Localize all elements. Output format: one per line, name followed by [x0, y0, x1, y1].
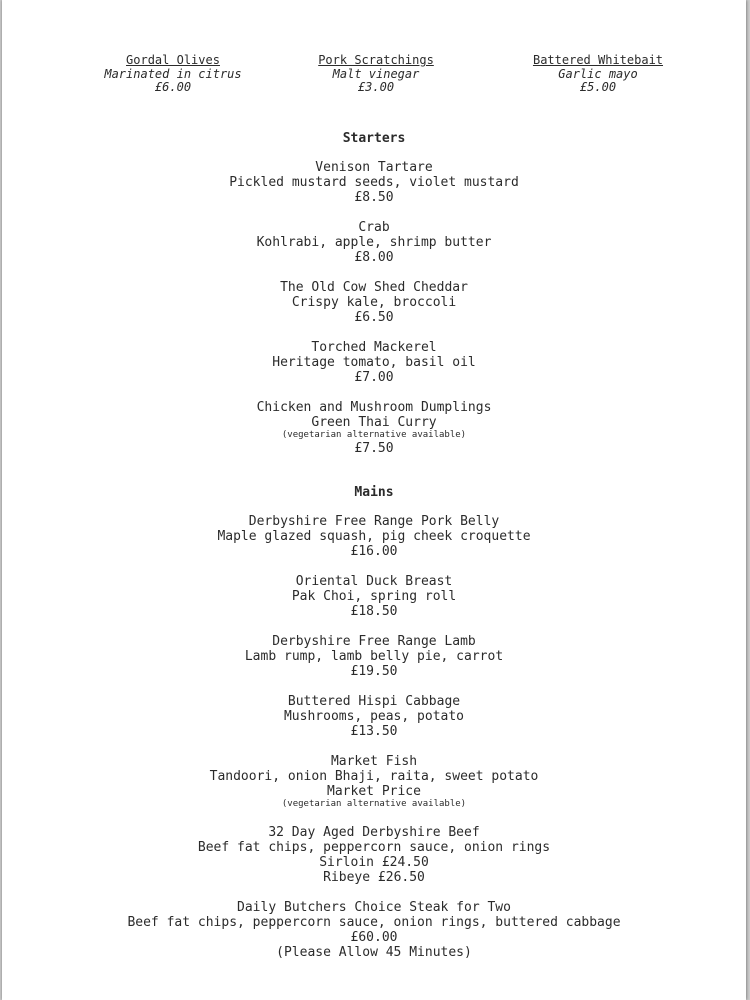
mains-section [2, 485, 746, 975]
menu-item [2, 160, 746, 205]
snack-item [266, 54, 486, 95]
item-price: £60.00 [350, 930, 398, 945]
section-heading: Starters [342, 131, 406, 146]
menu-item [2, 340, 746, 385]
snack-item [63, 54, 283, 95]
item-description: Heritage tomato, basil oil [272, 355, 476, 370]
item-price: £7.50 [354, 441, 394, 456]
item-price: Sirloin £24.50 [319, 855, 429, 870]
item-price: £7.00 [354, 370, 394, 385]
menu-item [2, 514, 746, 559]
snack-description: Marinated in citrus [104, 66, 242, 81]
menu-item [2, 825, 746, 885]
item-name: Buttered Hispi Cabbage [287, 694, 461, 709]
menu-item [2, 694, 746, 739]
item-description: Maple glazed squash, pig cheek croquette [217, 529, 531, 544]
menu-item [2, 400, 746, 456]
item-description: Lamb rump, lamb belly pie, carrot [244, 649, 504, 664]
menu-item [2, 754, 746, 810]
menu-item [2, 280, 746, 325]
item-name: 32 Day Aged Derbyshire Beef [268, 825, 480, 840]
snack-description: Malt vinegar [332, 66, 420, 81]
item-name: Torched Mackerel [311, 340, 437, 355]
item-name: Chicken and Mushroom Dumplings [256, 400, 492, 415]
item-description: Beef fat chips, peppercorn sauce, onion rings, buttered cabbage [127, 915, 621, 930]
item-description: Beef fat chips, peppercorn sauce, onion rings [197, 840, 551, 855]
snack-name: Pork Scratchings [318, 53, 434, 67]
menu-item [2, 220, 746, 265]
snack-price: £3.00 [357, 80, 395, 94]
item-name: Oriental Duck Breast [295, 574, 453, 589]
item-price: £8.00 [354, 250, 394, 265]
menu-item [2, 634, 746, 679]
menu-item [2, 900, 746, 960]
item-name: Crab [358, 220, 390, 235]
item-price: Market Price [327, 784, 421, 799]
item-note: (vegetarian alternative available) [281, 799, 467, 809]
item-price: £13.50 [350, 724, 398, 739]
item-description: Green Thai Curry [311, 415, 437, 430]
menu-item [2, 574, 746, 619]
section-heading: Mains [354, 485, 394, 500]
snack-price: £5.00 [579, 80, 617, 94]
snack-item [488, 54, 708, 95]
item-price: £6.50 [354, 310, 394, 325]
item-name: Venison Tartare [315, 160, 433, 175]
snack-name: Battered Whitebait [532, 53, 664, 67]
item-name: Derbyshire Free Range Pork Belly [248, 514, 500, 529]
snack-description: Garlic mayo [558, 66, 638, 81]
item-extra-note: (Please Allow 45 Minutes) [276, 945, 472, 960]
item-price: £16.00 [350, 544, 398, 559]
item-price-secondary: Ribeye £26.50 [323, 870, 425, 885]
item-name: The Old Cow Shed Cheddar [280, 280, 468, 295]
item-description: Tandoori, onion Bhaji, raita, sweet potato [209, 769, 539, 784]
item-description: Mushrooms, peas, potato [283, 709, 464, 724]
snacks-row [2, 54, 746, 98]
snack-name: Gordal Olives [126, 53, 220, 67]
item-price: £19.50 [350, 664, 398, 679]
item-name: Derbyshire Free Range Lamb [272, 634, 476, 649]
item-description: Pak Choi, spring roll [291, 589, 457, 604]
item-price: £8.50 [354, 190, 394, 205]
menu-page [2, 0, 746, 1000]
item-name: Market Fish [330, 754, 418, 769]
item-price: £18.50 [350, 604, 398, 619]
item-note: (vegetarian alternative available) [281, 430, 467, 440]
snack-price: £6.00 [154, 80, 192, 94]
item-description: Crispy kale, broccoli [291, 295, 457, 310]
item-description: Pickled mustard seeds, violet mustard [229, 175, 519, 190]
starters-section [2, 131, 746, 471]
item-name: Daily Butchers Choice Steak for Two [237, 900, 511, 915]
item-description: Kohlrabi, apple, shrimp butter [256, 235, 492, 250]
